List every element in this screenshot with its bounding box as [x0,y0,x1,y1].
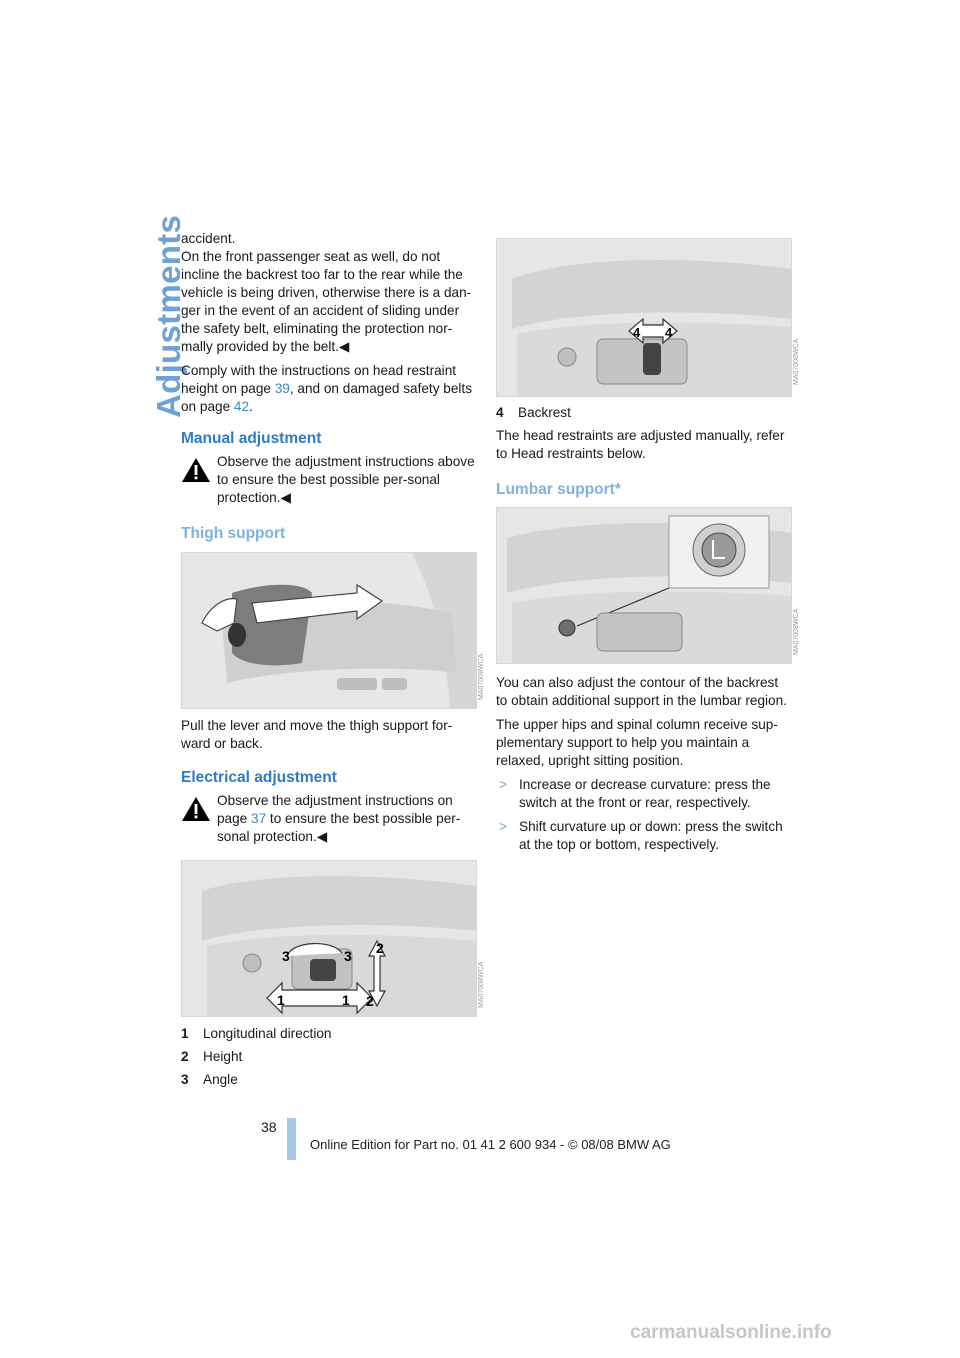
warning-triangle-icon [181,457,211,483]
list-item-label: Longitudinal direction [203,1026,332,1041]
backrest-figure [496,238,792,397]
heading-manual-adjustment: Manual adjustment [181,430,322,447]
list-item [181,1025,476,1043]
list-item-label: Height [203,1049,243,1064]
page-link-42[interactable]: 42 [233,399,250,414]
left-column-list [181,1025,476,1094]
heading-lumbar-support: Lumbar support* [496,481,621,498]
list-item-number: 3 [181,1072,189,1087]
figure-code-1: MA07008WCA [478,653,485,700]
warning-electrical-text [217,792,476,846]
bullet-arrow-icon: > [499,819,507,834]
bullet-arrow-icon: > [499,777,507,792]
paragraph-passenger-seat: On the front passenger seat as well, do not incline the backrest too far to the rear while the vehicle is being driven, otherwise there is a dan-ger in the event of an accident of sliding under the safety belt, eliminating the protection nor-mally provided by the belt.◀ [181,249,472,354]
figure-label-4a: 4 [633,325,641,340]
electrical-switch-illustration [182,861,476,1016]
footer-accent-bar [287,1118,296,1160]
chapter-side-title [118,214,187,428]
figure-label-2a: 2 [376,940,384,956]
warning-triangle-icon [181,796,211,822]
figure-label-3a: 3 [282,948,290,964]
heading-electrical-adjustment: Electrical adjustment [181,769,337,786]
ref-text-2: , and on damaged safety belts on page [181,381,472,414]
figure-code-3: MA07008WCA [793,338,800,385]
figure-code-2: MA07008WCA [478,961,485,1008]
paragraph-head-restraints: The head restraints are adjusted manually, refer to Head restraints below. [496,428,785,461]
left-column-mid [181,717,476,846]
warning-electrical [181,792,476,846]
lumbar-switch-illustration [497,508,791,663]
ref-text-1: Comply with the instructions on head restraint height on page [181,363,457,396]
list-item [181,1048,476,1066]
list-item [181,1071,476,1089]
figure-label-4b: 4 [665,325,673,340]
list-item-label: Backrest [518,405,571,420]
heading-thigh-support: Thigh support [181,525,286,542]
figure-label-3b: 3 [344,948,352,964]
lumbar-support-figure [496,507,792,664]
backrest-switch-illustration [497,239,791,396]
electrical-adjustment-figure [181,860,477,1017]
electrical-legend-list [181,1025,476,1089]
left-column [181,230,476,543]
warning-manual [181,453,476,507]
figure-code-4: MA07008WCA [793,608,800,655]
list-item-text: Increase or decrease curvature: press the switch at the front or rear, respectively. [519,777,771,810]
footer-edition-text: Online Edition for Part no. 01 41 2 600 934 - © 08/08 BMW AG [310,1137,671,1152]
thigh-support-illustration [182,553,476,708]
warning-electrical-text-1: Observe the adjustment instructions on page [217,793,453,826]
paragraph-thigh: Pull the lever and move the thigh support for-ward or back. [181,718,453,751]
paragraph-head-restraint-ref [181,362,476,416]
thigh-support-figure [181,552,477,709]
list-item [496,818,791,854]
ref-text-3: . [249,399,253,414]
right-column [496,404,791,499]
paragraph-lumbar-1: You can also adjust the contour of the backrest to obtain additional support in the lumbar region. [496,675,787,708]
page-link-39[interactable]: 39 [274,381,290,396]
list-item-label: Angle [203,1072,238,1087]
figure-label-1a: 1 [277,992,285,1008]
figure-label-1b: 1 [342,992,350,1008]
figure-label-2b: 2 [366,993,374,1009]
warning-manual-text: Observe the adjustment instructions above to ensure the best possible per-sonal protection.◀ [217,454,475,505]
list-item-number: 2 [181,1049,189,1064]
list-item-text: Shift curvature up or down: press the switch at the top or bottom, respectively. [519,819,783,852]
warning-electrical-text-2: to ensure the best possible per-sonal protection.◀ [217,811,461,844]
list-item-number: 4 [496,405,504,420]
legend-item-4 [496,404,791,422]
right-column-lumbar [496,674,791,860]
page-link-37[interactable]: 37 [251,811,267,826]
list-item-number: 1 [181,1026,189,1041]
paragraph-lumbar-2: The upper hips and spinal column receive sup-plementary support to help you maintain a relaxed, upright sitting position. [496,717,778,768]
chapter-side-title-text: Adjustments [150,214,187,418]
list-item [496,776,791,812]
page-number: 38 [261,1119,277,1135]
lumbar-bullet-list [496,776,791,854]
paragraph-accident: accident. [181,231,236,246]
watermark: carmanualsonline.info [630,1322,832,1343]
